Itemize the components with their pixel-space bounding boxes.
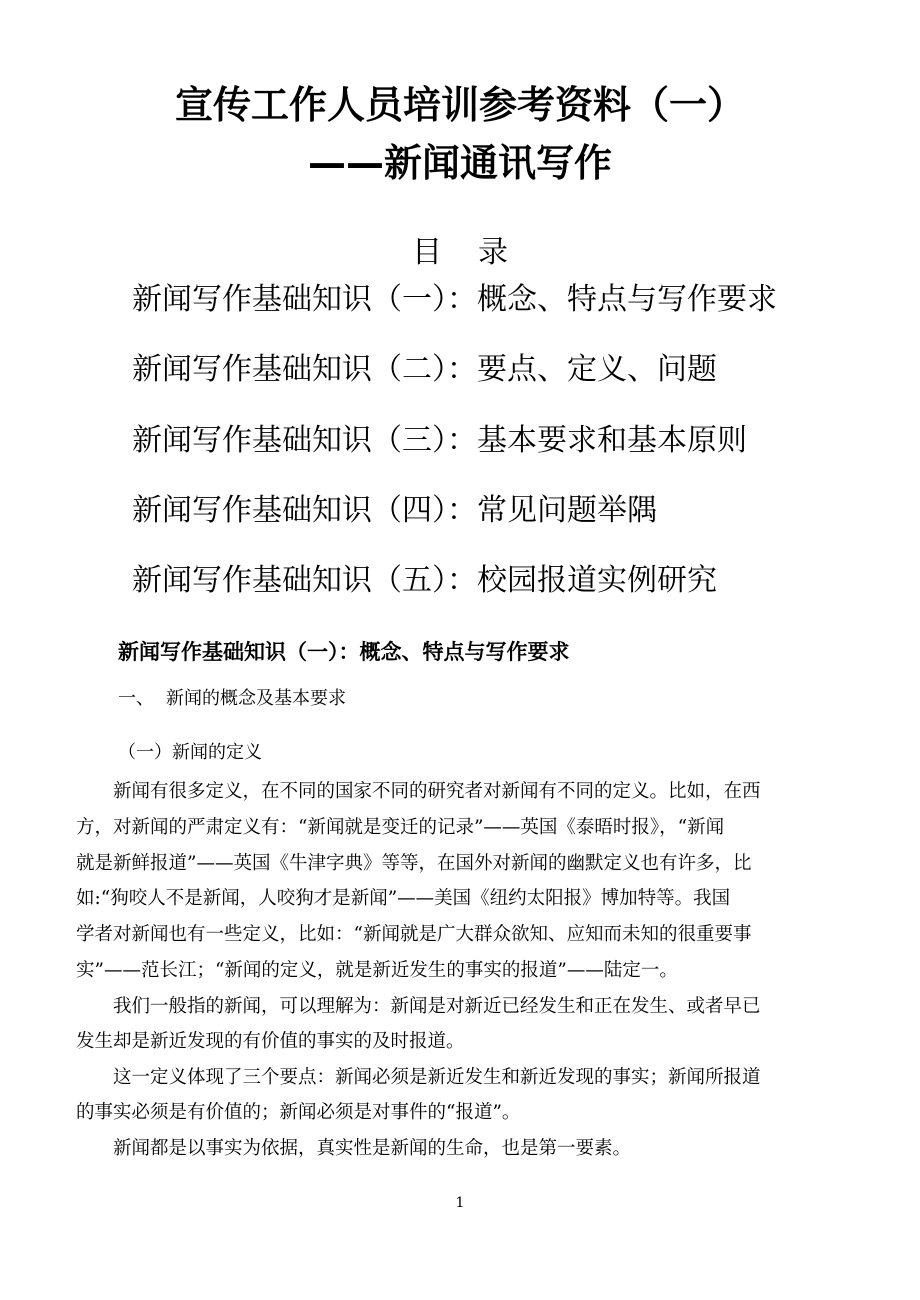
toc-heading: 目录 xyxy=(412,235,544,270)
section-heading: 新闻写作基础知识（一）：概念、特点与写作要求 xyxy=(118,640,570,664)
page-number: 1 xyxy=(455,1195,465,1211)
paragraph-line: 方，对新闻的严肃定义有：“新闻就是变迁的记录”——英国《泰晤时报》，“新闻 xyxy=(76,817,725,838)
paragraph-line: 学者对新闻也有一些定义，比如：“新闻就是广大群众欲知、应知而未知的很重要事 xyxy=(76,924,752,945)
subsection-number: 一、 xyxy=(118,688,154,709)
subsection-title: 新闻的概念及基本要求 xyxy=(166,688,346,709)
toc-item[interactable]: 新闻写作基础知识（二）：要点、定义、问题 xyxy=(132,352,717,387)
paragraph-line: 发生却是新近发现的有价值的事实的及时报道。 xyxy=(76,1031,465,1052)
subsection-heading xyxy=(118,690,346,708)
paragraph-line: 就是新鲜报道”——英国《牛津字典》等等，在国外对新闻的幽默定义也有许多，比 xyxy=(76,853,752,874)
paragraph-line: 如:“狗咬人不是新闻，人咬狗才是新闻”——美国《纽约太阳报》博加特等。我国 xyxy=(76,888,731,909)
document-subtitle: ——新闻通讯写作 xyxy=(307,141,612,185)
paragraph-line: 新闻都是以事实为依据，真实性是新闻的生命，也是第一要素。 xyxy=(113,1138,632,1159)
toc-item[interactable]: 新闻写作基础知识（一）：概念、特点与写作要求 xyxy=(132,282,777,317)
definition-heading: （一）新闻的定义 xyxy=(118,742,262,763)
paragraph-line: 这一定义体现了三个要点：新闻必须是新近发生和新近发现的事实；新闻所报道 xyxy=(113,1067,761,1088)
toc-item[interactable]: 新闻写作基础知识（四）：常见问题举隅 xyxy=(132,493,657,528)
paragraph-line: 的事实必须是有价值的；新闻必须是对事件的“报道”。 xyxy=(76,1102,521,1123)
toc-item[interactable]: 新闻写作基础知识（五）：校园报道实例研究 xyxy=(132,563,717,598)
document-title: 宣传工作人员培训参考资料（一） xyxy=(174,83,745,127)
paragraph-line: 新闻有很多定义，在不同的国家不同的研究者对新闻有不同的定义。比如，在西 xyxy=(113,781,761,802)
paragraph-line: 我们一般指的新闻，可以理解为：新闻是对新近已经发生和正在发生、或者早已 xyxy=(113,996,761,1017)
paragraph-line: 实”——范长江；“新闻的定义，就是新近发生的事实的报道”——陆定一。 xyxy=(76,960,678,981)
toc-item[interactable]: 新闻写作基础知识（三）：基本要求和基本原则 xyxy=(132,423,747,458)
